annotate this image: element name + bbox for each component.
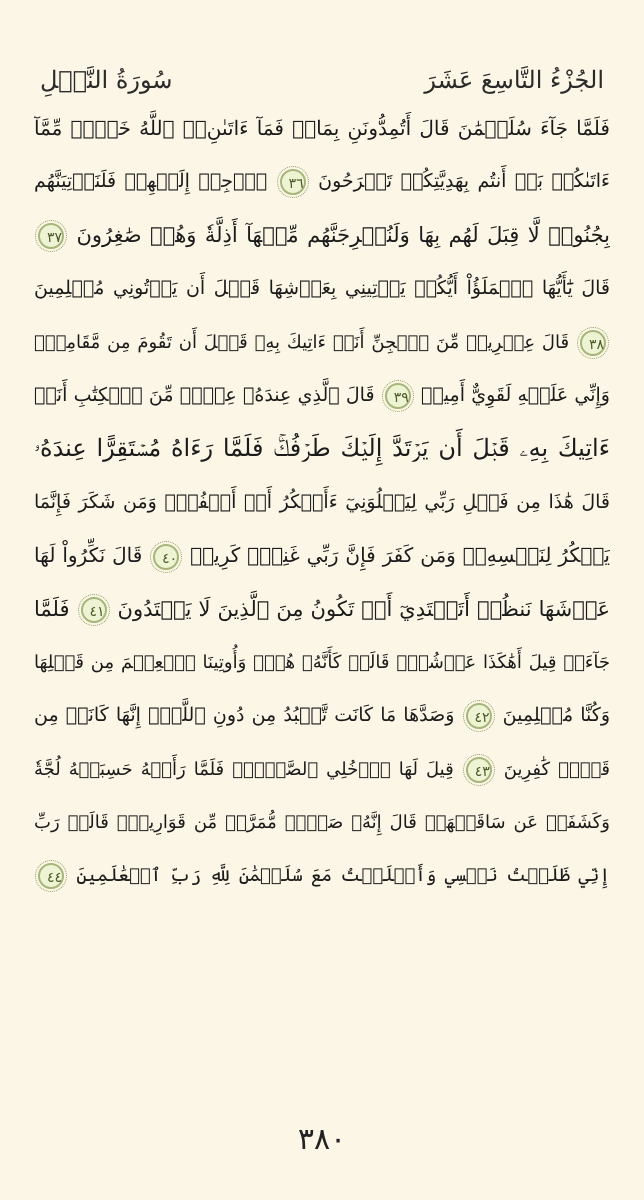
text-line: [34, 316, 610, 369]
verse-text: ٱرۡجِعۡ إِلَيۡهِمۡ فَلَنَأۡتِيَنَّهُم: [34, 170, 268, 193]
verse-text: وَإِنِّي عَلَيۡهِ لَقَوِيٌّ أَمِينٞ: [421, 383, 610, 406]
verse-text: إِنِّي ظَلَمۡتُ نَفۡسِي وَأَسۡلَمۡتُ مَعَ سُلَيۡمَٰنَ لِلَّهِ رَبِّ ٱلۡعَٰلَمِينَ: [76, 865, 610, 887]
ayah-number-marker: ٤٠: [153, 544, 179, 570]
verse-text: ءَاتِيكَ بِهِۦ قَبۡلَ أَن يَرۡتَدَّ إِلَيۡكَ طَرۡفُكَۚ فَلَمَّا رَءَاهُ مُسۡتَقِرًّا عِندَهُۥ: [34, 434, 610, 463]
ayah-number-marker: ٤٤: [38, 863, 64, 889]
ayah-number-marker: ٣٩: [385, 383, 411, 409]
verse-text: وَكُنَّا مُسۡلِمِينَ: [502, 704, 610, 727]
text-line: [34, 583, 610, 636]
ayah-number-marker: ٤٣: [466, 757, 492, 783]
text-line: [34, 422, 610, 475]
text-line: [34, 476, 610, 529]
ayah-number-marker: ٣٧: [38, 223, 64, 249]
verse-text: جَآءَتۡ قِيلَ أَهَٰكَذَا عَرۡشُكِۖ قَالَتۡ كَأَنَّهُۥ هُوَۚ وَأُوتِينَا ٱلۡعِلۡمَ مِن قَبۡلِهَا: [34, 651, 610, 673]
page-number: ٣٨٠: [297, 1122, 347, 1157]
verse-text: يَشۡكُرُ لِنَفۡسِهِۦۖ وَمَن كَفَرَ فَإِنَّ رَبِّي غَنِيّٞ كَرِيمٞ: [190, 543, 610, 568]
text-line: [34, 529, 610, 582]
verse-text: ءَاتَىٰكُمۚ بَلۡ أَنتُم بِهَدِيَّتِكُمۡ تَفۡرَحُونَ: [318, 170, 610, 193]
verse-text: وَكَشَفَتۡ عَن سَاقَيۡهَاۚ قَالَ إِنَّهُۥ صَرۡحٞ مُّمَرَّدٞ مِّن قَوَارِيرَۗ قَالَتۡ رَبِّ: [34, 812, 610, 834]
verse-text: قَالَ عِفۡرِيتٞ مِّنَ ٱلۡجِنِّ أَنَا۠ ءَاتِيكَ بِهِۦ قَبۡلَ أَن تَقُومَ مِن مَّقَامِكَۖ: [34, 331, 570, 353]
ayah-number-marker: ٤٢: [466, 703, 492, 729]
surah-title: سُورَةُ النَّمۡلِ: [40, 66, 173, 94]
text-line: [34, 155, 610, 208]
text-line: [34, 209, 610, 262]
text-line: [34, 102, 610, 155]
juz-title: الجُزْءُ التَّاسِعَ عَشَرَ: [424, 66, 604, 94]
verse-text: فَلَمَّا جَآءَ سُلَيۡمَٰنَ قَالَ أَتُمِدُّونَنِ بِمَالٖ فَمَآ ءَاتَىٰنِۦَ ٱللَّهُ خَيۡرٞ مِّمَّآ: [34, 116, 610, 140]
verse-text: بِجُنُودٖ لَّا قِبَلَ لَهُم بِهَا وَلَنُخۡرِجَنَّهُم مِّنۡهَآ أَذِلَّةٗ وَهُمۡ صَٰغِرُونَ: [76, 222, 610, 247]
ayah-number-marker: ٣٦: [280, 169, 306, 195]
text-line: [34, 796, 610, 849]
quran-text-block: [34, 102, 610, 903]
text-line: [34, 262, 610, 315]
verse-text: قَالَ نَكِّرُواْ لَهَا: [34, 543, 143, 568]
text-line: [34, 849, 610, 902]
text-line: [34, 689, 610, 742]
verse-text: فَلَمَّا: [34, 596, 70, 621]
text-line: [34, 369, 610, 422]
verse-text: قَالَ ٱلَّذِي عِندَهُۥ عِلۡمٞ مِّنَ ٱلۡكِتَٰبِ أَنَا۠: [34, 383, 375, 406]
ayah-number-marker: ٣٨: [580, 330, 606, 356]
verse-text: عَرۡشَهَا نَنظُرۡ أَتَهۡتَدِيٓ أَمۡ تَكُونُ مِنَ ٱلَّذِينَ لَا يَهۡتَدُونَ: [117, 596, 610, 621]
verse-text: قِيلَ لَهَا ٱدۡخُلِي ٱلصَّرۡحَۖ فَلَمَّا رَأَتۡهُ حَسِبَتۡهُ لُجَّةٗ: [34, 758, 454, 780]
verse-text: قَوۡمٖ كَٰفِرِينَ: [503, 758, 610, 780]
verse-text: قَالَ يَٰٓأَيُّهَا ٱلۡمَلَؤُاْ أَيُّكُمۡ يَأۡتِينِي بِعَرۡشِهَا قَبۡلَ أَن يَأۡتُونِي مُسۡلِمِينَ: [34, 277, 610, 300]
text-line: [34, 636, 610, 689]
verse-text: وَصَدَّهَا مَا كَانَت تَّعۡبُدُ مِن دُونِ ٱللَّهِۖ إِنَّهَا كَانَتۡ مِن: [34, 704, 455, 727]
ayah-number-marker: ٤١: [81, 597, 107, 623]
page-header: [40, 60, 604, 100]
text-line: [34, 743, 610, 796]
verse-text: قَالَ هَٰذَا مِن فَضۡلِ رَبِّي لِيَبۡلُوَنِيٓ ءَأَشۡكُرُ أَمۡ أَكۡفُرُۖ وَمَن شَكَرَ فَإِنَّمَا: [34, 490, 610, 513]
